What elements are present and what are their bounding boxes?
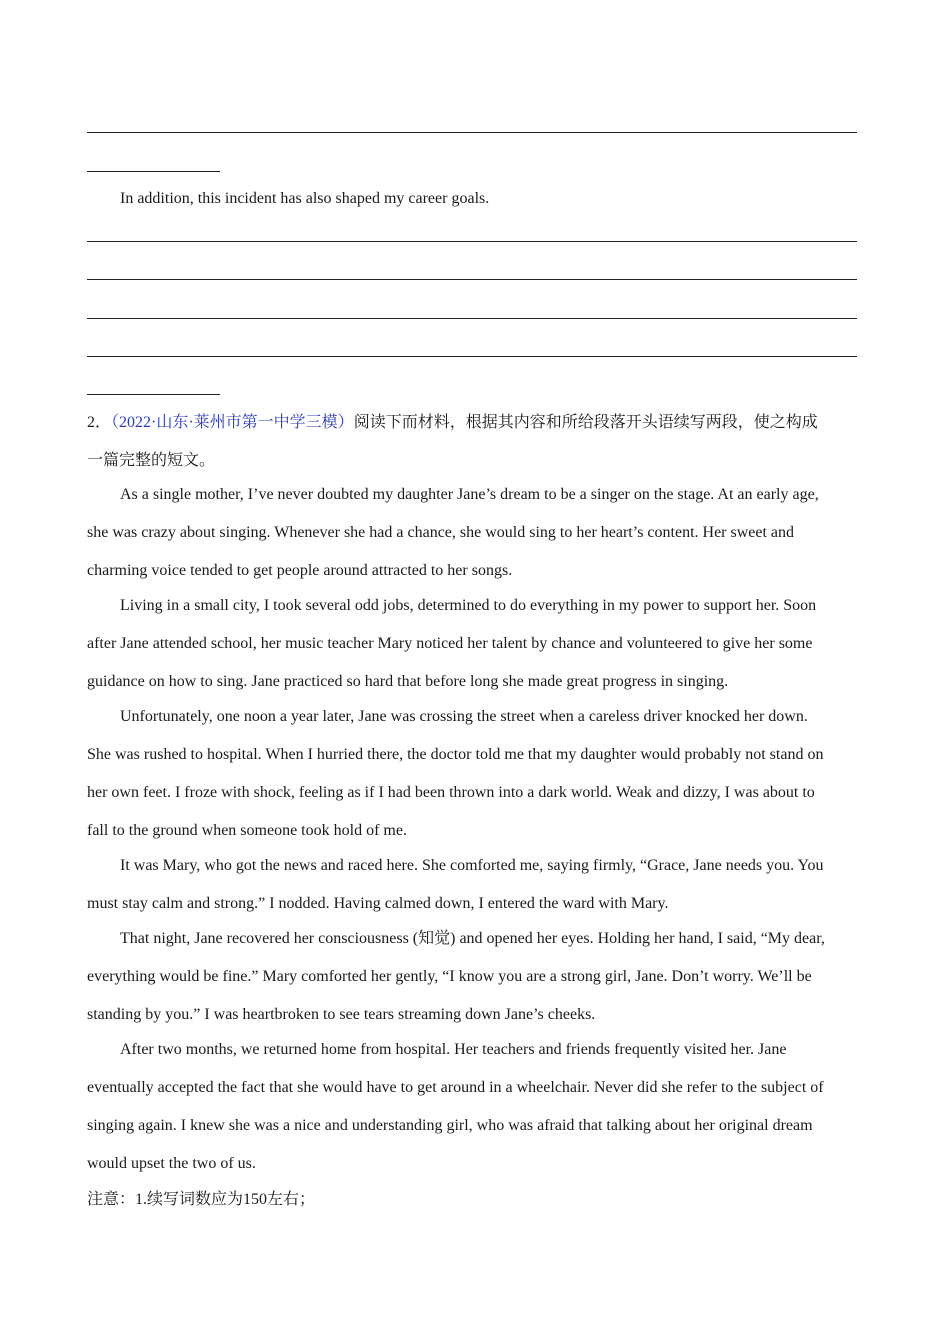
- paragraph-line: After two months, we returned home from hospital. Her teachers and friends frequently visited her. Jane: [120, 1041, 787, 1058]
- paragraph-line: Unfortunately, one noon a year later, Jane was crossing the street when a careless driver knocked her down.: [120, 708, 808, 725]
- paragraph-line: eventually accepted the fact that she would have to get around in a wheelchair. Never did she refer to the subject of: [87, 1079, 824, 1096]
- answer-line-short[interactable]: [87, 394, 220, 395]
- answer-line[interactable]: [87, 356, 857, 357]
- answer-line[interactable]: [87, 318, 857, 319]
- paragraph-line: her own feet. I froze with shock, feeling as if I had been thrown into a dark world. Weak and dizzy, I was about to: [87, 784, 815, 801]
- writing-note: [87, 1181, 862, 1219]
- paragraph-line: everything would be fine.” Mary comforted her gently, “I know you are a strong girl, Jane. Don’t worry. We’ll be: [87, 968, 812, 985]
- opening-sentence: In addition, this incident has also shaped my career goals.: [120, 190, 490, 207]
- paragraph-line: She was rushed to hospital. When I hurried there, the doctor told me that my daughter would probably not stand on: [87, 746, 824, 763]
- answer-line[interactable]: [87, 279, 857, 280]
- passage-paragraph-1: [87, 476, 862, 590]
- paragraph-line: would upset the two of us.: [87, 1155, 256, 1172]
- question-header: [87, 404, 862, 480]
- paragraph-line: standing by you.” I was heartbroken to see tears streaming down Jane’s cheeks.: [87, 1006, 596, 1023]
- note-line: 注意：1.续写词数应为150左右；: [87, 1191, 316, 1208]
- paragraph-line: after Jane attended school, her music teacher Mary noticed her talent by chance and volunteered to give her some: [87, 635, 813, 652]
- answer-line-short[interactable]: [87, 171, 220, 172]
- question-instruction-2: 一篇完整的短文。: [87, 452, 216, 469]
- paragraph-line: charming voice tended to get people around attracted to her songs.: [87, 562, 513, 579]
- question-number: 2．: [87, 414, 112, 431]
- answer-line[interactable]: [87, 241, 857, 242]
- paragraph-line: guidance on how to sing. Jane practiced so hard that before long she made great progress in singing.: [87, 673, 729, 690]
- passage-paragraph-3: [87, 698, 862, 850]
- paragraph-line: must stay calm and strong.” I nodded. Having calmed down, I entered the ward with Mary.: [87, 895, 669, 912]
- question-instruction-1: 阅读下而材料，根据其内容和所给段落开头语续写两段，使之构成: [353, 414, 818, 431]
- paragraph-line: As a single mother, I’ve never doubted my daughter Jane’s dream to be a singer on the stage. At an early age,: [120, 486, 819, 503]
- paragraph-line: singing again. I knew she was a nice and understanding girl, who was afraid that talking about her original dream: [87, 1117, 813, 1134]
- passage-paragraph-2: [87, 587, 862, 701]
- paragraph-line: That night, Jane recovered her consciousness (知觉) and opened her eyes. Holding her hand, I said, “My dear,: [120, 930, 825, 947]
- paragraph-line: fall to the ground when someone took hold of me.: [87, 822, 407, 839]
- paragraph-line: It was Mary, who got the news and raced here. She comforted me, saying firmly, “Grace, Jane needs you. You: [120, 857, 824, 874]
- passage-paragraph-6: [87, 1031, 862, 1183]
- paragraph-line: Living in a small city, I took several odd jobs, determined to do everything in my power to support her. Soon: [120, 597, 817, 614]
- question-source[interactable]: （2022·山东·莱州市第一中学三模）: [111, 414, 354, 431]
- continuation-opening: [87, 180, 862, 218]
- passage-paragraph-4: [87, 847, 862, 923]
- passage-paragraph-5: [87, 920, 862, 1034]
- paragraph-line: she was crazy about singing. Whenever she had a chance, she would sing to her heart’s content. Her sweet and: [87, 524, 795, 541]
- answer-line[interactable]: [87, 132, 857, 133]
